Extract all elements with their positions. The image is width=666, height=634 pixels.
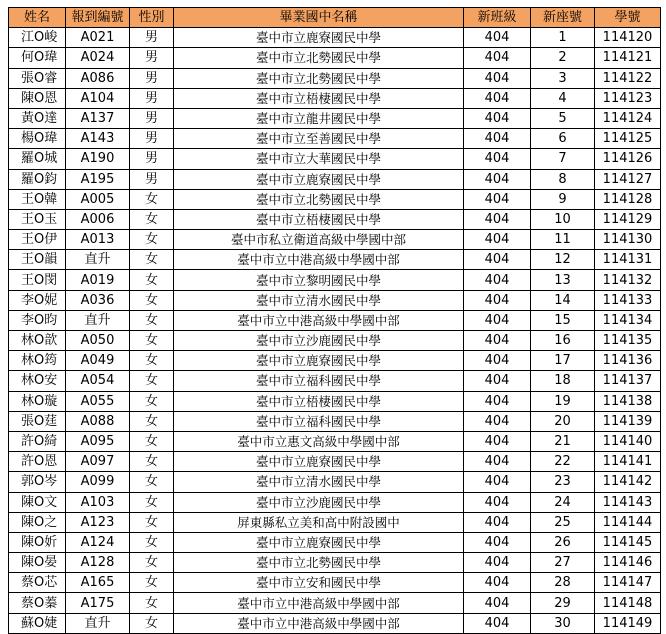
table-row [9,129,661,149]
student-id-cell: 114131 [595,250,661,270]
class-cell: 404 [464,472,531,492]
table-row [9,351,661,371]
gender-cell: 女 [130,492,174,512]
student-id-cell: 114142 [595,472,661,492]
name-cell: 李O妮 [9,290,66,310]
registration-no-cell: A021 [66,28,130,48]
header-student-id: 學號 [595,8,661,28]
class-cell: 404 [464,452,531,472]
class-cell: 404 [464,431,531,451]
class-cell: 404 [464,492,531,512]
class-cell: 404 [464,270,531,290]
school-cell: 臺中市立鹿寮國民中學 [174,452,464,472]
seat-no-cell: 12 [531,250,595,270]
school-cell: 臺中市立沙鹿國民中學 [174,331,464,351]
name-cell: 郭O岑 [9,472,66,492]
header-name: 姓名 [9,8,66,28]
name-cell: 陳O文 [9,492,66,512]
school-cell: 臺中市立梧棲國民中學 [174,88,464,108]
registration-no-cell: A036 [66,290,130,310]
class-cell: 404 [464,149,531,169]
student-id-cell: 114140 [595,431,661,451]
student-id-cell: 114133 [595,290,661,310]
school-cell: 臺中市立鹿寮國民中學 [174,351,464,371]
registration-no-cell: A128 [66,553,130,573]
class-cell: 404 [464,411,531,431]
class-cell: 404 [464,48,531,68]
registration-no-cell: A088 [66,411,130,431]
seat-no-cell: 3 [531,68,595,88]
school-cell: 臺中市立中港高級中學國中部 [174,613,464,633]
seat-no-cell: 17 [531,351,595,371]
school-cell: 臺中市立惠文高級中學國中部 [174,431,464,451]
header-registration-no: 報到編號 [66,8,130,28]
seat-no-cell: 24 [531,492,595,512]
table-body [9,28,661,634]
registration-no-cell: A097 [66,452,130,472]
table-row [9,209,661,229]
registration-no-cell: A055 [66,391,130,411]
name-cell: 許O恩 [9,452,66,472]
name-cell: 王O閔 [9,270,66,290]
class-cell: 404 [464,28,531,48]
student-id-cell: 114137 [595,371,661,391]
class-cell: 404 [464,351,531,371]
seat-no-cell: 21 [531,431,595,451]
seat-no-cell: 19 [531,391,595,411]
gender-cell: 女 [130,411,174,431]
student-id-cell: 114125 [595,129,661,149]
gender-cell: 女 [130,371,174,391]
school-cell: 臺中市立北勢國民中學 [174,48,464,68]
registration-no-cell: A005 [66,189,130,209]
class-cell: 404 [464,108,531,128]
name-cell: 陳O恩 [9,88,66,108]
class-cell: 404 [464,250,531,270]
header-new-seat-no: 新座號 [531,8,595,28]
registration-no-cell: A190 [66,149,130,169]
gender-cell: 男 [130,48,174,68]
gender-cell: 男 [130,108,174,128]
student-id-cell: 114136 [595,351,661,371]
student-id-cell: 114141 [595,452,661,472]
name-cell: 張O莛 [9,411,66,431]
school-cell: 臺中市立福科國民中學 [174,411,464,431]
table-row [9,88,661,108]
school-cell: 臺中市立清水國民中學 [174,290,464,310]
seat-no-cell: 11 [531,230,595,250]
registration-no-cell: A006 [66,209,130,229]
seat-no-cell: 25 [531,512,595,532]
table-row [9,492,661,512]
gender-cell: 男 [130,28,174,48]
class-cell: 404 [464,613,531,633]
school-cell: 臺中市立黎明國民中學 [174,270,464,290]
table-row [9,149,661,169]
name-cell: 王O伊 [9,230,66,250]
gender-cell: 女 [130,250,174,270]
seat-no-cell: 14 [531,290,595,310]
gender-cell: 男 [130,169,174,189]
name-cell: 林O歆 [9,331,66,351]
table-row [9,553,661,573]
school-cell: 臺中市立鹿寮國民中學 [174,532,464,552]
table-row [9,512,661,532]
registration-no-cell: A124 [66,532,130,552]
class-cell: 404 [464,169,531,189]
class-cell: 404 [464,230,531,250]
student-id-cell: 114126 [595,149,661,169]
gender-cell: 女 [130,431,174,451]
name-cell: 陳O之 [9,512,66,532]
class-cell: 404 [464,68,531,88]
school-cell: 臺中市立梧棲國民中學 [174,209,464,229]
table-row [9,189,661,209]
registration-no-cell: A054 [66,371,130,391]
registration-no-cell: 直升 [66,310,130,330]
class-cell: 404 [464,189,531,209]
name-cell: 王O玉 [9,209,66,229]
seat-no-cell: 10 [531,209,595,229]
student-id-cell: 114143 [595,492,661,512]
seat-no-cell: 22 [531,452,595,472]
seat-no-cell: 4 [531,88,595,108]
class-cell: 404 [464,391,531,411]
seat-no-cell: 20 [531,411,595,431]
student-id-cell: 114147 [595,573,661,593]
seat-no-cell: 27 [531,553,595,573]
student-id-cell: 114132 [595,270,661,290]
name-cell: 林O璇 [9,391,66,411]
gender-cell: 女 [130,209,174,229]
name-cell: 陳O妡 [9,532,66,552]
gender-cell: 女 [130,391,174,411]
gender-cell: 女 [130,593,174,613]
name-cell: 何O瑋 [9,48,66,68]
table-row [9,431,661,451]
gender-cell: 女 [130,452,174,472]
gender-cell: 女 [130,512,174,532]
name-cell: 林O安 [9,371,66,391]
class-cell: 404 [464,371,531,391]
class-cell: 404 [464,209,531,229]
registration-no-cell: 直升 [66,613,130,633]
student-id-cell: 114120 [595,28,661,48]
class-cell: 404 [464,573,531,593]
registration-no-cell: A175 [66,593,130,613]
table-row [9,411,661,431]
registration-no-cell: A019 [66,270,130,290]
student-id-cell: 114130 [595,230,661,250]
seat-no-cell: 7 [531,149,595,169]
gender-cell: 女 [130,472,174,492]
class-cell: 404 [464,129,531,149]
gender-cell: 男 [130,149,174,169]
registration-no-cell: A013 [66,230,130,250]
registration-no-cell: A103 [66,492,130,512]
school-cell: 臺中市立沙鹿國民中學 [174,492,464,512]
seat-no-cell: 8 [531,169,595,189]
name-cell: 羅O鈞 [9,169,66,189]
table-row [9,108,661,128]
student-id-cell: 114123 [595,88,661,108]
gender-cell: 男 [130,88,174,108]
school-cell: 臺中市立北勢國民中學 [174,189,464,209]
name-cell: 羅O城 [9,149,66,169]
seat-no-cell: 9 [531,189,595,209]
name-cell: 張O睿 [9,68,66,88]
name-cell: 王O韻 [9,250,66,270]
registration-no-cell: A123 [66,512,130,532]
student-id-cell: 114124 [595,108,661,128]
class-cell: 404 [464,88,531,108]
gender-cell: 女 [130,553,174,573]
school-cell: 臺中市立中港高級中學國中部 [174,250,464,270]
table-header-row [9,8,661,28]
table-row [9,613,661,633]
registration-no-cell: A165 [66,573,130,593]
table-row [9,290,661,310]
student-id-cell: 114135 [595,331,661,351]
class-cell: 404 [464,593,531,613]
gender-cell: 男 [130,129,174,149]
student-id-cell: 114121 [595,48,661,68]
name-cell: 許O綺 [9,431,66,451]
school-cell: 臺中市立鹿寮國民中學 [174,169,464,189]
registration-no-cell: A095 [66,431,130,451]
header-new-class: 新班級 [464,8,531,28]
school-cell: 臺中市立至善國民中學 [174,129,464,149]
seat-no-cell: 15 [531,310,595,330]
seat-no-cell: 6 [531,129,595,149]
table-row [9,310,661,330]
gender-cell: 女 [130,189,174,209]
name-cell: 李O昀 [9,310,66,330]
school-cell: 臺中市私立衛道高級中學國中部 [174,230,464,250]
school-cell: 臺中市立鹿寮國民中學 [174,28,464,48]
school-cell: 臺中市立北勢國民中學 [174,68,464,88]
class-cell: 404 [464,532,531,552]
school-cell: 臺中市立北勢國民中學 [174,553,464,573]
table-row [9,331,661,351]
school-cell: 臺中市立龍井國民中學 [174,108,464,128]
registration-no-cell: A050 [66,331,130,351]
class-cell: 404 [464,512,531,532]
school-cell: 臺中市立梧棲國民中學 [174,391,464,411]
student-id-cell: 114148 [595,593,661,613]
registration-no-cell: A086 [66,68,130,88]
table-row [9,452,661,472]
table-row [9,230,661,250]
student-id-cell: 114134 [595,310,661,330]
student-id-cell: 114128 [595,189,661,209]
class-cell: 404 [464,310,531,330]
table-row [9,472,661,492]
name-cell: 蘇O婕 [9,613,66,633]
student-id-cell: 114145 [595,532,661,552]
student-id-cell: 114144 [595,512,661,532]
table-row [9,28,661,48]
registration-no-cell: A099 [66,472,130,492]
gender-cell: 女 [130,532,174,552]
name-cell: 江O峻 [9,28,66,48]
school-cell: 屏東縣私立美和高中附設國中 [174,512,464,532]
student-id-cell: 114146 [595,553,661,573]
student-id-cell: 114139 [595,411,661,431]
school-cell: 臺中市立清水國民中學 [174,472,464,492]
gender-cell: 女 [130,310,174,330]
seat-no-cell: 2 [531,48,595,68]
seat-no-cell: 30 [531,613,595,633]
table-row [9,250,661,270]
student-id-cell: 114129 [595,209,661,229]
school-cell: 臺中市立大華國民中學 [174,149,464,169]
table-row [9,68,661,88]
seat-no-cell: 5 [531,108,595,128]
seat-no-cell: 13 [531,270,595,290]
student-id-cell: 114122 [595,68,661,88]
student-id-cell: 114149 [595,613,661,633]
gender-cell: 女 [130,573,174,593]
class-cell: 404 [464,290,531,310]
student-id-cell: 114138 [595,391,661,411]
name-cell: 王O韓 [9,189,66,209]
registration-no-cell: A143 [66,129,130,149]
gender-cell: 女 [130,290,174,310]
registration-no-cell: A024 [66,48,130,68]
student-id-cell: 114127 [595,169,661,189]
registration-no-cell: A104 [66,88,130,108]
gender-cell: 女 [130,613,174,633]
seat-no-cell: 28 [531,573,595,593]
name-cell: 黃O達 [9,108,66,128]
seat-no-cell: 23 [531,472,595,492]
header-gender: 性別 [130,8,174,28]
school-cell: 臺中市立中港高級中學國中部 [174,593,464,613]
name-cell: 蔡O蓁 [9,593,66,613]
gender-cell: 女 [130,230,174,250]
registration-no-cell: A049 [66,351,130,371]
seat-no-cell: 29 [531,593,595,613]
name-cell: 陳O晏 [9,553,66,573]
table-row [9,169,661,189]
class-cell: 404 [464,331,531,351]
registration-no-cell: 直升 [66,250,130,270]
student-roster-table [8,7,661,634]
table-row [9,48,661,68]
seat-no-cell: 1 [531,28,595,48]
gender-cell: 女 [130,331,174,351]
name-cell: 蔡O芯 [9,573,66,593]
table-row [9,270,661,290]
gender-cell: 女 [130,351,174,371]
table-row [9,532,661,552]
school-cell: 臺中市立中港高級中學國中部 [174,310,464,330]
seat-no-cell: 16 [531,331,595,351]
registration-no-cell: A195 [66,169,130,189]
gender-cell: 男 [130,68,174,88]
name-cell: 楊O瑋 [9,129,66,149]
table-row [9,593,661,613]
school-cell: 臺中市立福科國民中學 [174,371,464,391]
registration-no-cell: A137 [66,108,130,128]
table-row [9,391,661,411]
seat-no-cell: 26 [531,532,595,552]
class-cell: 404 [464,553,531,573]
seat-no-cell: 18 [531,371,595,391]
gender-cell: 女 [130,270,174,290]
table-row [9,371,661,391]
name-cell: 林O筠 [9,351,66,371]
header-junior-high-school: 畢業國中名稱 [174,8,464,28]
school-cell: 臺中市立安和國民中學 [174,573,464,593]
table-row [9,573,661,593]
